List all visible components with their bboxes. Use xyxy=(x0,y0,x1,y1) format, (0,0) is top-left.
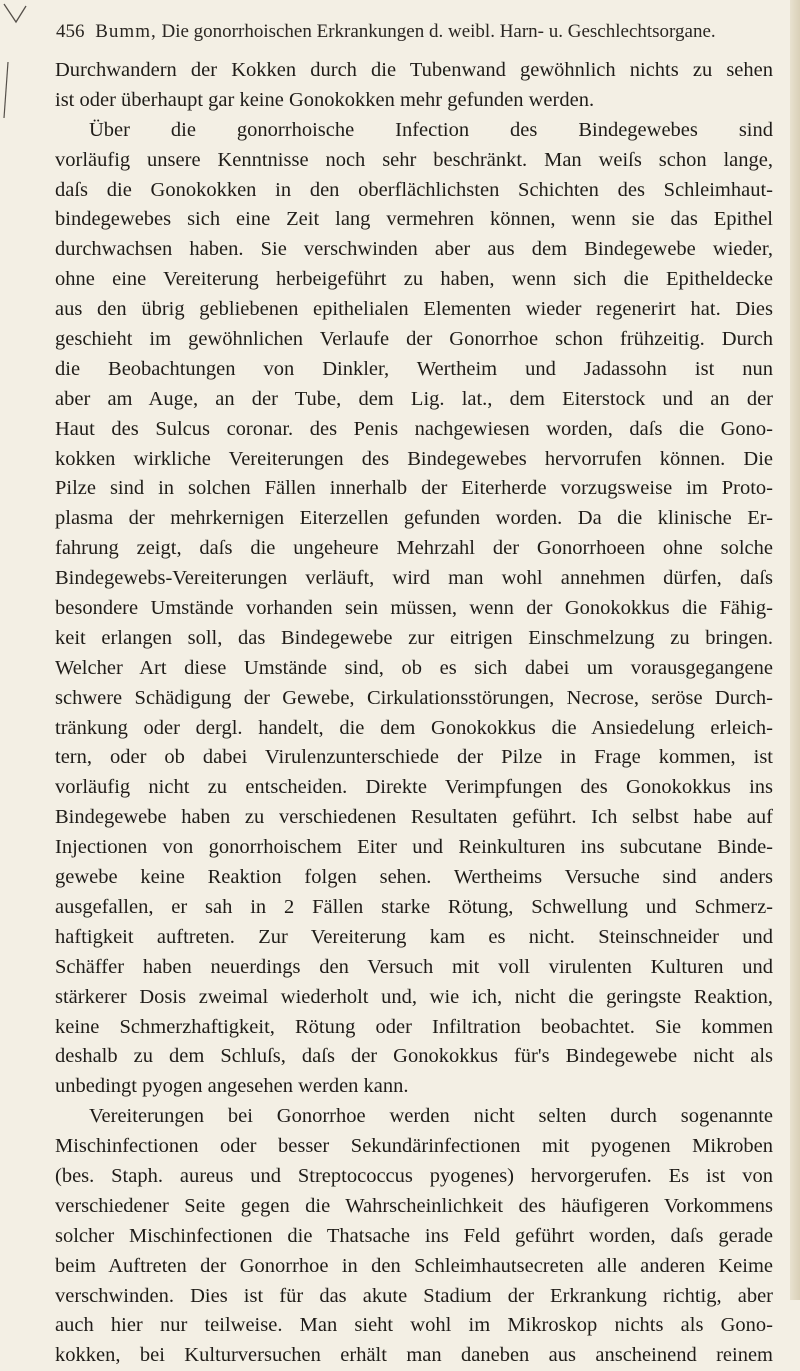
text-line: die Beobachtungen von Dinkler, Wertheim und Jadassohn ist nun xyxy=(55,357,773,380)
page-number: 456 xyxy=(56,21,85,42)
text-line: fahrung zeigt, daſs die ungeheure Mehrzahl der Gonorrhoeen ohne solche xyxy=(55,537,773,560)
text-line: keine Schmerzhaftigkeit, Rötung oder Infiltration beobachtet. Sie kommen xyxy=(55,1015,773,1038)
text-line: Vereiterungen bei Gonorrhoe werden nicht selten durch sogenannte xyxy=(89,1105,773,1128)
text-line: durchwachsen haben. Sie verschwinden aber aus dem Bindegewebe wieder, xyxy=(55,238,773,261)
body-text xyxy=(55,56,773,1371)
margin-pencil-mark-icon xyxy=(2,60,10,120)
text-line: verschiedener Seite gegen die Wahrscheinlichkeit des häufigeren Vorkommens xyxy=(55,1194,773,1217)
text-line: keit erlangen soll, das Bindegewebe zur eitrigen Einschmelzung zu bringen. xyxy=(55,626,773,649)
text-line: Durchwandern der Kokken durch die Tubenwand gewöhnlich nichts zu sehen xyxy=(55,59,773,81)
text-line: schwere Schädigung der Gewebe, Cirkulationsstörungen, Necrose, seröse Durch- xyxy=(55,686,773,709)
text-line: vorläufig nicht zu entscheiden. Direkte Verimpfungen des Gonokokkus ins xyxy=(55,776,773,799)
text-line: auch hier nur teilweise. Man sieht wohl im Mikroskop nichts als Gono- xyxy=(55,1314,773,1337)
text-line: deshalb zu dem Schluſs, daſs der Gonokokkus für's Bindegewebe nicht als xyxy=(55,1045,773,1068)
text-line: tränkung oder dergl. handelt, die dem Gonokokkus die Ansiedelung erleich- xyxy=(55,716,773,739)
text-line: Pilze sind in solchen Fällen innerhalb der Eiterherde vorzugsweise im Proto- xyxy=(55,477,773,500)
text-line: Über die gonorrhoische Infection des Bindegewebes sind xyxy=(89,118,773,141)
page-edge-shadow xyxy=(790,0,800,1300)
text-line: kokken, bei Kulturversuchen erhält man daneben aus anscheinend reinem xyxy=(55,1344,773,1367)
text-line: vorläufig unsere Kenntnisse noch sehr beschränkt. Man weiſs schon lange, xyxy=(55,148,773,171)
running-header xyxy=(56,12,768,52)
text-line: aus den übrig gebliebenen epithelialen Elementen wieder regenerirt hat. Dies xyxy=(55,298,773,321)
text-line: Schäffer haben neuerdings den Versuch mit voll virulenten Kulturen und xyxy=(55,955,773,978)
text-line: plasma der mehrkernigen Eiterzellen gefunden worden. Da die klinische Er- xyxy=(55,507,773,530)
text-line: bindegewebes sich eine Zeit lang vermehren können, wenn sie das Epithel xyxy=(55,208,773,231)
text-line: stärkerer Dosis zweimal wiederholt und, wie ich, nicht die geringste Reaktion, xyxy=(55,985,773,1008)
text-line: Welcher Art diese Umstände sind, ob es sich dabei um vorausgegangene xyxy=(55,656,773,679)
text-line: gewebe keine Reaktion folgen sehen. Wertheims Versuche sind anders xyxy=(55,866,773,889)
text-line: tern, oder ob dabei Virulenzunterschiede der Pilze in Frage kommen, ist xyxy=(55,746,773,769)
text-line: (bes. Staph. aureus und Streptococcus pyogenes) hervorgerufen. Es ist von xyxy=(55,1164,773,1187)
text-line: unbedingt pyogen angesehen werden kann. xyxy=(55,1075,409,1098)
text-line: besondere Umstände vorhanden sein müssen, wenn der Gonokokkus die Fähig- xyxy=(55,597,773,620)
text-line: haftigkeit auftreten. Zur Vereiterung kam es nicht. Steinschneider und xyxy=(55,925,773,948)
text-line: solcher Mischinfectionen die Thatsache ins Feld geführt worden, daſs gerade xyxy=(55,1224,773,1247)
text-line: daſs die Gonokokken in den oberflächlichsten Schichten des Schleimhaut- xyxy=(55,178,773,201)
text-line: geschieht im gewöhnlichen Verlaufe der Gonorrhoe schon frühzeitig. Durch xyxy=(55,328,773,351)
text-line: Bindegewebs-Vereiterungen verläuft, wird man wohl annehmen dürfen, daſs xyxy=(55,567,773,590)
text-line: aber am Auge, an der Tube, dem Lig. lat., dem Eiterstock und an der xyxy=(55,387,773,410)
text-line: ohne eine Vereiterung herbeigeführt zu haben, wenn sich die Epitheldecke xyxy=(55,268,773,291)
text-line: ist oder überhaupt gar keine Gonokokken mehr gefunden werden. xyxy=(55,88,595,111)
header-title: Die gonorrhoischen Erkrankungen d. weibl. Harn- u. Geschlechtsorgane. xyxy=(161,21,716,42)
header-author: Bumm, xyxy=(95,21,157,42)
text-line: Haut des Sulcus coronar. des Penis nachgewiesen worden, daſs die Gono- xyxy=(55,417,773,440)
text-line: beim Auftreten der Gonorrhoe in den Schleimhautsecreten alle anderen Keime xyxy=(55,1254,773,1277)
text-line: Bindegewebe haben zu verschiedenen Resultaten geführt. Ich selbst habe auf xyxy=(55,806,773,829)
text-line: verschwinden. Dies ist für das akute Stadium der Erkrankung richtig, aber xyxy=(55,1284,773,1307)
text-line: kokken wirkliche Vereiterungen des Bindegewebes hervorrufen können. Die xyxy=(55,447,773,470)
text-line: Injectionen von gonorrhoischem Eiter und Reinkulturen ins subcutane Binde- xyxy=(55,836,773,859)
text-line: ausgefallen, er sah in 2 Fällen starke Rötung, Schwellung und Schmerz- xyxy=(55,895,773,918)
text-line: Mischinfectionen oder besser Sekundärinfectionen mit pyogenen Mikroben xyxy=(55,1135,773,1158)
corner-pencil-mark-icon xyxy=(2,2,28,28)
